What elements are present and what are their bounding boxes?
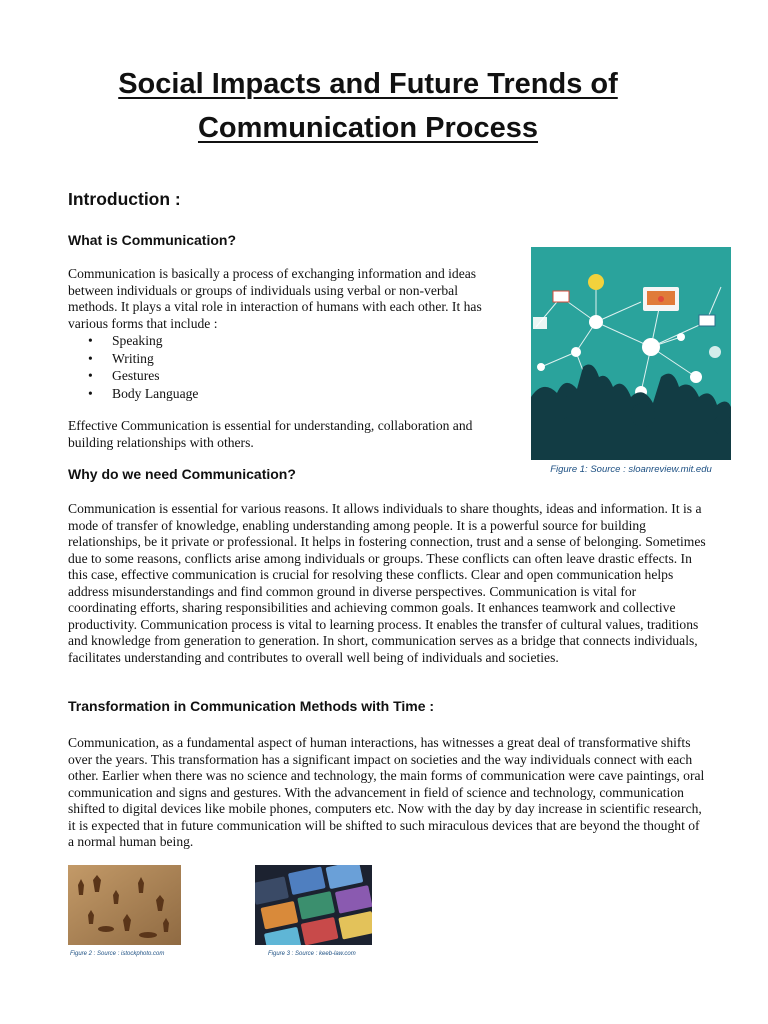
- intro-paragraph: Communication is basically a process of exchanging information and ideas between individuals or groups of individuals using verbal or non-verbal methods. It plays a vital role in interaction of humans with each other. It has various forms that include :: [68, 266, 482, 331]
- figure-3-digital-devices-image: [255, 865, 372, 945]
- figure-1-caption: Figure 1: Source : sloanreview.mit.edu: [550, 464, 712, 475]
- transformation-heading: Transformation in Communication Methods with Time :: [68, 698, 435, 714]
- why-communication-heading: Why do we need Communication?: [68, 466, 296, 482]
- list-item: • Speaking: [88, 332, 198, 350]
- list-item: • Gestures: [88, 367, 198, 385]
- list-item: • Body Language: [88, 385, 198, 403]
- figure-3-caption: Figure 3 : Source : keeb-law.com: [268, 951, 356, 957]
- effective-communication-paragraph: Effective Communication is essential for understanding, collaboration and building relationships with others.: [68, 418, 473, 450]
- why-communication-paragraph: Communication is essential for various reasons. It allows individuals to share thoughts, ideas and information. It is a mode of transfer of knowledge, enabling understanding among people. It is a powerful source for building relationships, be it private or professional. It helps in fostering connection, trust and a sense of belonging. Sometimes due to some reasons, conflicts arise among individuals or groups. These conflicts can often leave drastic effects. In this case, effective communication is crucial for resolving these conflicts. Clear and open communication helps address misunderstandings and find common ground in diverse perspectives. Communication is vital for coordinating efforts, sharing responsibilities and achieving common goals. It enhances teamwork and collective productivity. Communication process is vital to learning process. It enables the transfer of cultural values, traditions and knowledge from generation to generation. In short, communication serves as a bridge that connects individuals, facilitates understanding and contributes to overall well being of individuals and societies.: [68, 501, 706, 665]
- communication-forms-list: [88, 332, 198, 402]
- figure-2-caption: Figure 2 : Source : istockphoto.com: [70, 951, 165, 957]
- title-line-2: Communication Process: [197, 112, 539, 144]
- transformation-paragraph: Communication, as a fundamental aspect of human interactions, has witnesses a great deal of transformative shifts over the years. This transformation has a significant impact on societies and the way individuals connect with each other. Earlier when there was no science and technology, the main forms of communication were cave paintings, oral communication and signs and gestures. With the advancement in field of science and technology, communication shifted to digital devices like mobile phones, computers etc. Now with the day by day increase in scientific research, it is expected that in future communication will be shifted to such miraculous devices that are beyond the thought of a normal human being.: [68, 735, 705, 849]
- introduction-heading: Introduction :: [68, 189, 181, 209]
- title-line-1: Social Impacts and Future Trends of: [118, 68, 618, 100]
- figure-1-communication-network-image: [531, 247, 731, 460]
- what-is-communication-heading: What is Communication?: [68, 232, 236, 248]
- page-title: [0, 62, 736, 150]
- figure-2-cave-painting-image: [68, 865, 181, 945]
- list-item: • Writing: [88, 350, 198, 368]
